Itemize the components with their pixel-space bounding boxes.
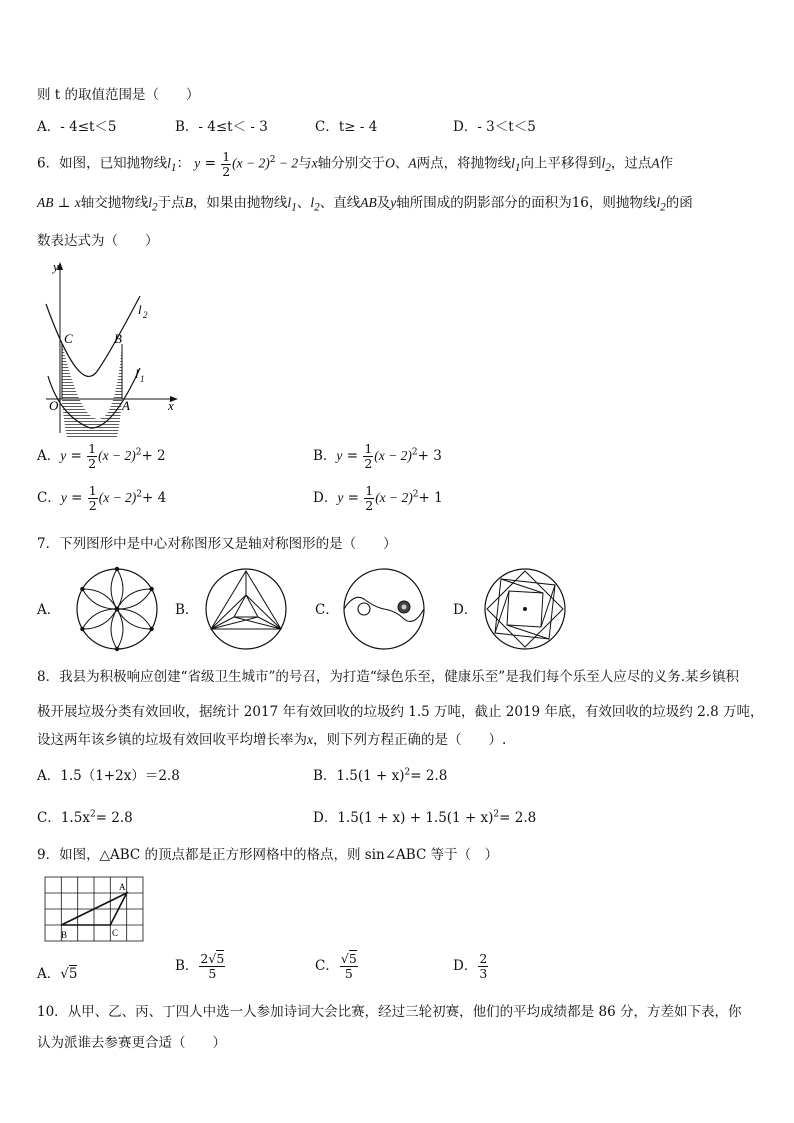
q9-stem: 9．如图，△ABC 的顶点都是正方形网格中的格点，则 sin∠ABC 等于（ ） bbox=[37, 847, 499, 863]
q10-line-1: 10．从甲、乙、丙、丁四人中选一人参加诗词大会比赛，经过三轮初赛，他们的平均成绩都是 86 分，方差如下表，你 bbox=[37, 1004, 742, 1020]
q9-option-c[interactable]: C． $\frac{√5}{5}$ bbox=[315, 951, 357, 981]
q8-option-c[interactable]: C．$1.5x^2= 2.8$ bbox=[37, 809, 133, 826]
q9-option-b[interactable]: B． $\frac{2√5}{5}$ bbox=[175, 951, 225, 981]
label-x: x bbox=[168, 398, 174, 413]
option-text: - 3＜t＜5 bbox=[477, 119, 536, 135]
label-B: B bbox=[114, 331, 122, 346]
q5-option-b[interactable] bbox=[175, 115, 268, 135]
q5-stem: 则 t 的取值范围是（ ） bbox=[37, 87, 200, 103]
q6-line-2: AB ⊥ x轴交抛物线$l_2$于点B，如果由抛物线$l_1$、$l_2$、直线AB及y轴所围成的阴影部分的面积为16，则抛物线$l_2$的函 bbox=[37, 195, 693, 214]
q9-option-a[interactable]: A．√5 bbox=[37, 966, 78, 982]
q7-option-c-label[interactable]: C． bbox=[315, 602, 339, 618]
triangle-star-figure[interactable] bbox=[202, 565, 290, 653]
label-C: C bbox=[112, 928, 119, 938]
q9-option-d[interactable]: D． $\frac{2}{3}$ bbox=[453, 951, 488, 981]
q7-option-d-label[interactable]: D． bbox=[453, 602, 478, 618]
option-text: t≥ - 4 bbox=[338, 119, 378, 135]
q8-line-2: 极开展垃圾分类有效回收，据统计 2017 年有效回收的垃圾约 1.5 万吨，截止 2019 年底，有效回收的垃圾约 2.8 万吨， bbox=[37, 704, 764, 720]
option-label: A． bbox=[37, 119, 61, 135]
yin-yang-figure[interactable] bbox=[340, 565, 428, 653]
q6-line-3: 数表达式为（ ） bbox=[37, 233, 159, 249]
parabola-figure bbox=[40, 258, 190, 438]
q8-option-d[interactable]: D．$1.5(1 + x) + 1.5(1 + x)^2= 2.8$ bbox=[313, 809, 537, 826]
label-y: y bbox=[53, 259, 59, 274]
six-petal-flower-figure[interactable] bbox=[73, 565, 161, 653]
label-B: B bbox=[61, 930, 68, 940]
label-l2-sub: 2 bbox=[143, 310, 148, 320]
grid-triangle-figure bbox=[44, 876, 146, 944]
q7-stem: 7．下列图形中是中心对称图形又是轴对称图形的是（ ） bbox=[37, 536, 397, 552]
q7-option-b-label[interactable]: B． bbox=[175, 602, 199, 618]
label-l1-sub: 1 bbox=[140, 374, 145, 384]
option-text: - 4≤t＜ - 3 bbox=[198, 119, 268, 135]
rotated-squares-figure[interactable] bbox=[481, 565, 569, 653]
q6-option-c[interactable]: C．y = $\frac{1}{2}$ $(x - 2)^2+ 4$ bbox=[37, 483, 167, 513]
q8-line-1: 8．我县为积极响应创建“省级卫生城市”的号召，为打造“绿色乐至，健康乐至”是我们每个乐至人应尽的义务.某乡镇积 bbox=[37, 669, 739, 685]
label-l1: l bbox=[135, 366, 139, 381]
q5-option-d[interactable] bbox=[453, 115, 536, 135]
label-C: C bbox=[64, 331, 73, 346]
option-label: D． bbox=[453, 119, 478, 135]
q6-option-a[interactable]: A．y = $\frac{1}{2}$ $(x - 2)^2+ 2$ bbox=[37, 441, 166, 471]
label-l2: l bbox=[138, 302, 142, 317]
q8-option-a[interactable]: A．1.5（1+2x）＝2.8 bbox=[37, 768, 180, 784]
q8-line-3: 设这两年该乡镇的垃圾有效回收平均增长率为x，则下列方程正确的是（ ）. bbox=[37, 732, 507, 748]
q5-option-a[interactable] bbox=[37, 115, 117, 135]
q6-line-1: 6．如图，已知抛物线$l_1$： y = $\frac{1}{2}$ $(x - 2)^2 - 2$与x轴分别交于O、A两点，将抛物线$l_1$向上平移得到$l_2$，过点A作 bbox=[37, 148, 674, 179]
label-A: A bbox=[122, 398, 130, 413]
q6-option-b[interactable]: B．y = $\frac{1}{2}$ $(x - 2)^2+ 3$ bbox=[313, 441, 442, 471]
q5-option-c[interactable] bbox=[315, 115, 377, 135]
option-label: B． bbox=[175, 119, 199, 135]
q10-line-2: 认为派谁去参赛更合适（ ） bbox=[37, 1035, 226, 1051]
q7-option-a-label[interactable]: A． bbox=[37, 602, 61, 618]
q6-option-d[interactable]: D．y = $\frac{1}{2}$ $(x - 2)^2+ 1$ bbox=[313, 483, 443, 513]
option-text: - 4≤t＜5 bbox=[60, 119, 117, 135]
label-A: A bbox=[119, 882, 126, 892]
label-O: O bbox=[49, 398, 59, 413]
q8-option-b[interactable]: B．$1.5(1 + x)^2= 2.8$ bbox=[313, 767, 448, 784]
shaded-region bbox=[62, 344, 122, 438]
option-label: C． bbox=[315, 119, 339, 135]
